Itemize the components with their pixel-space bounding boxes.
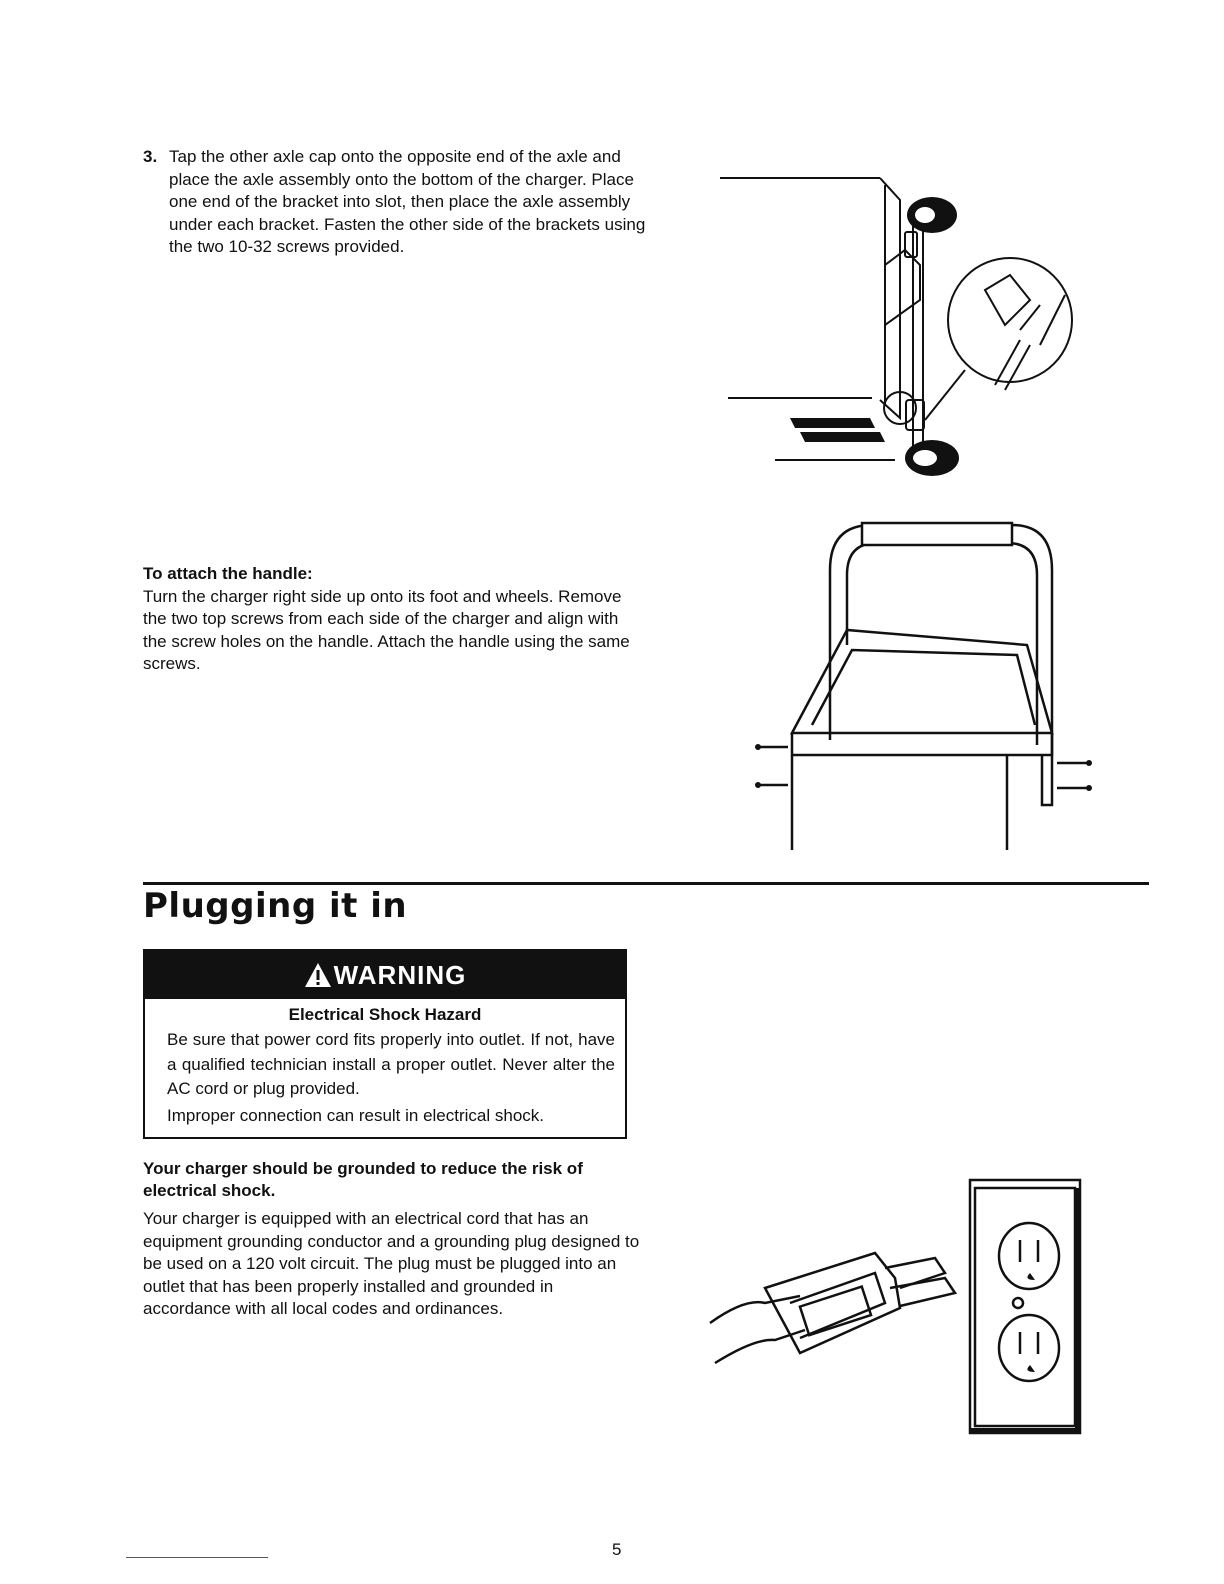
attach-handle-text: Turn the charger right side up onto its foot and wheels. Remove the two top screws from each side of the charger and align with the screw holes on the handle. Attach the handle using the same screws. [143, 586, 630, 673]
step-3-text: Tap the other axle cap onto the opposite end of the axle and place the axle assembly onto the bottom of the charger. Place one end of the bracket into slot, then place the axle assembly under each bracket. Fasten the other side of the brackets using the two 10-32 screws provided. [169, 147, 646, 256]
footer-line [126, 1557, 268, 1558]
section-title: Plugging it in [143, 886, 408, 926]
warning-header [145, 951, 625, 999]
section-divider [143, 882, 1149, 885]
warning-label: WARNING [333, 959, 467, 990]
attach-handle-heading: To attach the handle: [143, 564, 313, 583]
page-number: 5 [612, 1540, 622, 1559]
grounding-heading: Your charger should be grounded to reduce the risk of electrical shock. [143, 1159, 583, 1200]
warning-body-2: Improper connection can result in electrical shock. [167, 1105, 545, 1125]
grounding-text: Your charger is equipped with an electrical cord that has an equipment grounding conductor and a grounding plug designed to be used on a 120 volt circuit. The plug must be plugged into an outlet that has been properly installed and grounded in accordance with all local codes and ordinances. [143, 1209, 640, 1318]
axle-assembly-illustration [720, 170, 1090, 470]
warning-body: Be sure that power cord fits properly into outlet. If not, have a qualified technician install a proper outlet. Never alter the AC cord or plug provided. [167, 1030, 615, 1098]
warning-subtitle: Electrical Shock Hazard [288, 1005, 482, 1024]
grounding-section [143, 1158, 643, 1321]
warning-box [143, 949, 627, 1139]
plug-outlet-illustration [705, 1178, 1095, 1438]
handle-illustration [752, 515, 1102, 855]
step-number: 3. [143, 147, 158, 166]
warning-triangle-icon [304, 962, 332, 988]
attach-handle-section [143, 563, 643, 676]
